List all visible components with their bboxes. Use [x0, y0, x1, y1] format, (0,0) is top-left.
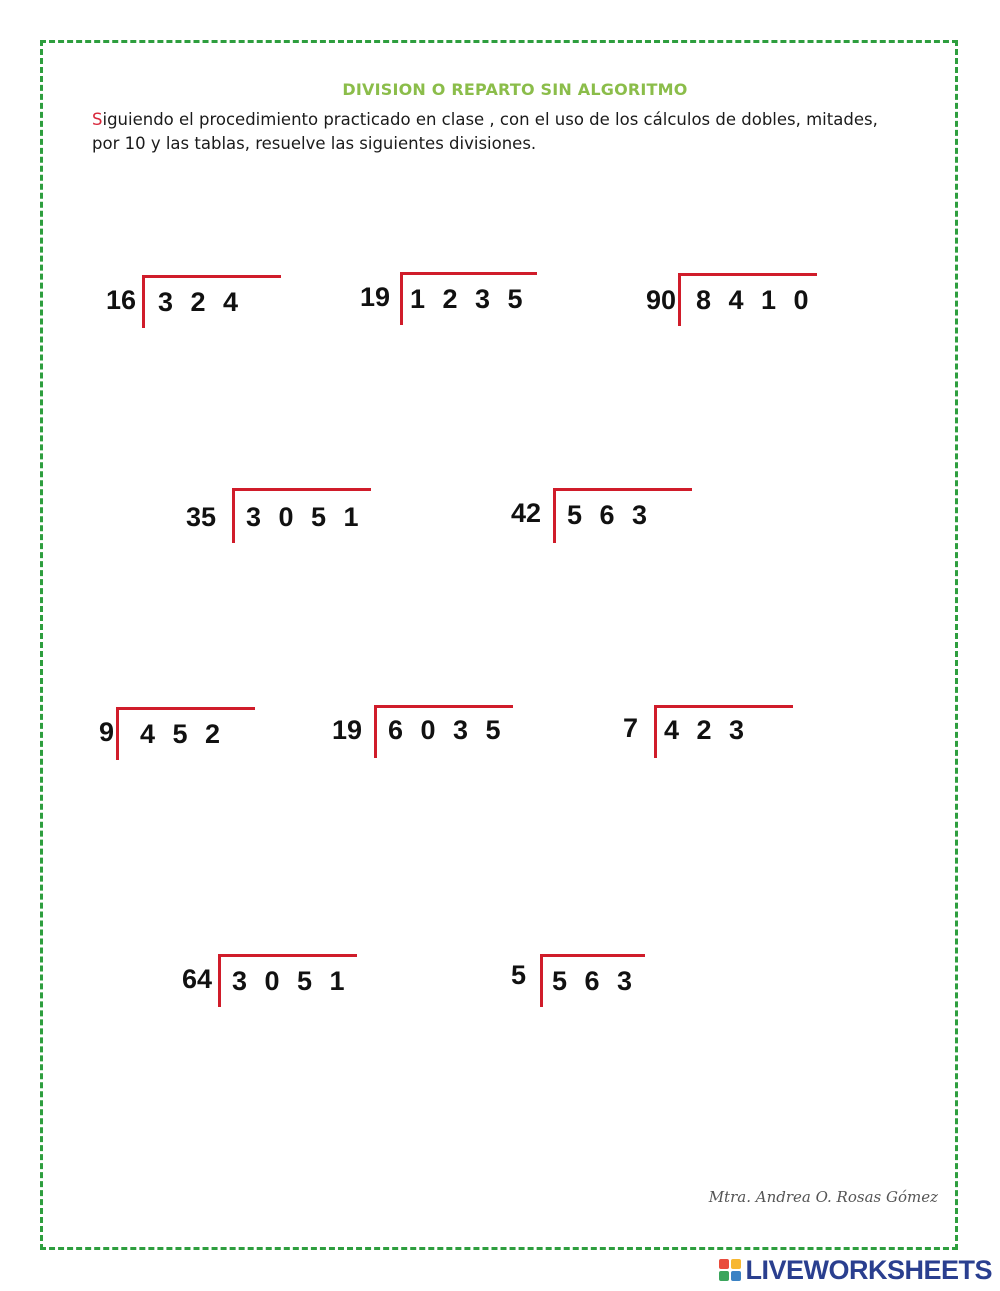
- divisor: 16: [105, 285, 136, 315]
- dividend: 4 2 3: [664, 715, 750, 745]
- brand-footer: [719, 1255, 992, 1285]
- logo-cell: [731, 1271, 741, 1281]
- logo-cell: [731, 1259, 741, 1269]
- instructions-text: [92, 108, 892, 156]
- liveworksheets-logo-icon: [719, 1259, 741, 1281]
- dividend: 6 0 3 5: [388, 715, 506, 745]
- dividend: 3 0 5 1: [246, 502, 364, 532]
- dividend: 3 2 4: [158, 287, 244, 317]
- divisor: 9: [98, 717, 114, 747]
- dividend: 5 6 3: [567, 500, 653, 530]
- division-problem: [88, 707, 288, 767]
- teacher-signature: Mtra. Andrea O. Rosas Gómez: [708, 1188, 938, 1206]
- division-problem: [630, 273, 830, 333]
- division-problem: [610, 705, 810, 765]
- instructions-body: iguiendo el procedimiento practicado en clase , con el uso de los cálculos de dobles, mitades, por 10 y las tablas, resuelve las siguientes divisiones.: [92, 110, 878, 153]
- logo-cell: [719, 1259, 729, 1269]
- dividend: 4 5 2: [140, 719, 226, 749]
- page-border: [40, 40, 958, 1250]
- division-problem: [318, 705, 518, 765]
- divisor: 35: [185, 502, 216, 532]
- division-problem: [340, 272, 540, 332]
- worksheet-title: DIVISION O REPARTO SIN ALGORITMO: [342, 80, 688, 99]
- divisor: 19: [331, 715, 362, 745]
- division-problem: [170, 488, 370, 548]
- divisor: 42: [510, 498, 541, 528]
- divisor: 19: [359, 282, 390, 312]
- dividend: 5 6 3: [552, 966, 638, 996]
- divisor: 90: [645, 285, 676, 315]
- division-problem: [495, 488, 695, 548]
- divisor: 5: [510, 960, 526, 990]
- dividend: 3 0 5 1: [232, 966, 350, 996]
- instructions-first-letter: S: [92, 110, 103, 129]
- division-problem: [500, 954, 700, 1014]
- division-problem: [168, 954, 368, 1014]
- dividend: 1 2 3 5: [410, 284, 528, 314]
- divisor: 64: [181, 964, 212, 994]
- dividend: 8 4 1 0: [696, 285, 814, 315]
- division-problem: [92, 275, 292, 335]
- logo-cell: [719, 1271, 729, 1281]
- divisor: 7: [622, 713, 638, 743]
- brand-name: LIVEWORKSHEETS: [745, 1254, 992, 1285]
